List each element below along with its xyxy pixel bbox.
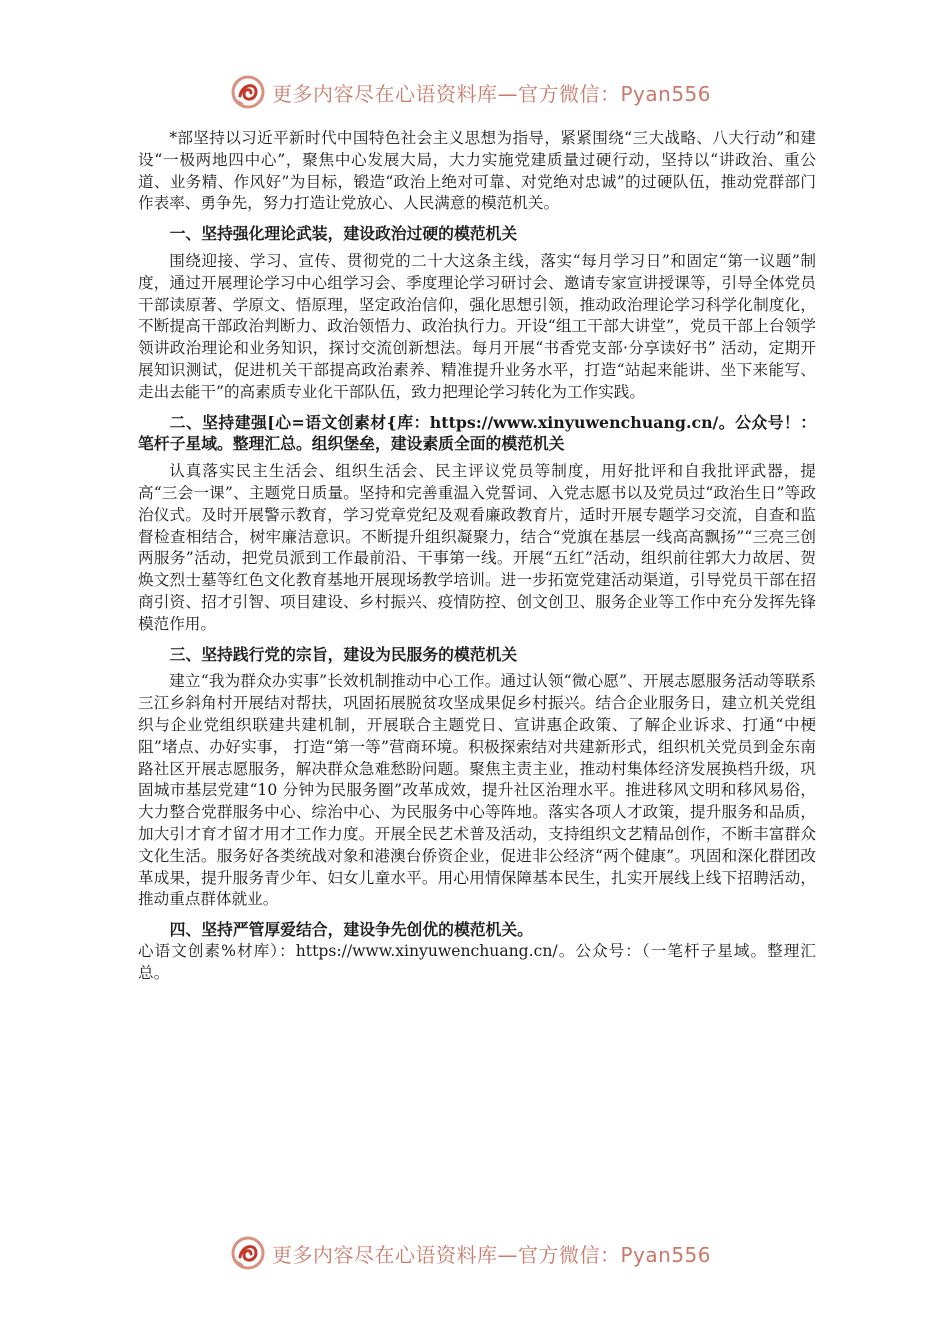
document-body bbox=[138, 128, 816, 984]
section-heading-4: 四、坚持严管厚爱结合，建设争先创优的模范机关。 bbox=[169, 920, 533, 940]
tail-note: 心语文创素%材库）：https://www.xinyuwenchuang.cn/。公众号：（一笔杆子星域。整理汇总。 bbox=[138, 941, 816, 982]
section-heading-3: 三、坚持践行党的宗旨，建设为民服务的模范机关 bbox=[169, 644, 518, 664]
section-heading-2: 二、坚持建强[心=语文创素材{库：https://www.xinyuwenchuang.cn/。公众号！：笔杆子星域。整理汇总。组织堡垒，建设素质全面的模范机关 bbox=[138, 412, 816, 454]
header-banner-text: 更多内容尽在心语资料库—官方微信：Pyan556 bbox=[272, 81, 712, 106]
footer-banner-text: 更多内容尽在心语资料库—官方微信：Pyan556 bbox=[272, 1242, 712, 1267]
section-body-2: 认真落实民主生活会、组织生活会、民主评议党员等制度，用好批评和自我批评武器，提高“三会一课”、主题党日质量。坚持和完善重温入党誓词、入党志愿书以及党员过“政治生日”等政治仪式。及时开展警示教育，学习党章党纪及观看廉政教育片，适时开展专题学习交流，自查和监督检查相结合，树牢廉洁意识。不断提升组织凝聚力，结合“党旗在基层一线高高飘扬”“三亮三创两服务”活动，把党员派到工作最前沿、干事第一线。开展“五红”活动，组织前往郭大力故居、贺焕文烈士墓等红色文化教育基地开展现场教学培训。进一步拓宽党建活动渠道，引导党员干部在招商引资、招才引智、项目建设、乡村振兴、疫情防控、创文创卫、服务企业等工作中充分发挥先锋模范作用。 bbox=[138, 462, 816, 633]
swirl-logo-icon bbox=[230, 74, 266, 110]
swirl-logo-icon bbox=[230, 1235, 266, 1271]
intro-paragraph: *部坚持以习近平新时代中国特色社会主义思想为指导，紧紧围绕“三大战略、八大行动”和建设“一极两地四中心”，聚焦中心发展大局，大力实施党建质量过硬行动，坚持以“讲政治、重公道、业务精、作风好”为目标，锻造“政治上绝对可靠、对党绝对忠诚”的过硬队伍，推动党群部门作表率、勇争先，努力打造让党放心、人民满意的模范机关。 bbox=[138, 129, 816, 213]
section-body-1: 围绕迎接、学习、宣传、贯彻党的二十大这条主线，落实“每月学习日”和固定“第一议题”制度，通过开展理论学习中心组学习会、季度理论学习研讨会、邀请专家宣讲授课等，引导全体党员干部读原著、学原文、悟原理，坚定政治信仰，强化思想引领，推动政治理论学习科学化制度化，不断提高干部政治判断力、政治领悟力、政治执行力。开设“组工干部大讲堂”，党员干部上台领学领讲政治理论和业务知识，探讨交流创新想法。每月开展“书香党支部·分享读好书” 活动，定期开展知识测试，促进机关干部提高政治素养、精准提升业务水平，打造“站起来能讲、坐下来能写、走出去能干”的高素质专业化干部队伍，致力把理论学习转化为工作实践。 bbox=[138, 251, 816, 401]
header-banner bbox=[230, 72, 730, 112]
footer-banner bbox=[230, 1233, 730, 1273]
section-heading-1: 一、坚持强化理论武装，建设政治过硬的模范机关 bbox=[169, 224, 518, 244]
section-body-3: 建立“我为群众办实事”长效机制推动中心工作。通过认领“微心愿”、开展志愿服务活动等联系三江乡斜角村开展结对帮扶，巩固拓展脱贫攻坚成果促乡村振兴。结合企业服务日，建立机关党组织与企业党组织联建共建机制，开展联合主题党日、宣讲惠企政策、了解企业诉求、打通“中梗阻”堵点、办好实事， 打造“第一等”营商环境。积极探索结对共建新形式，组织机关党员到金东南路社区开展志愿服务，解决群众急难愁盼问题。聚焦主责主业，推动村集体经济发展换档升级，巩固城市基层党建“10 分钟为民服务圈”改革成效，提升社区治理水平。推进移风文明和移风易俗，大力整合党群服务中心、综治中心、为民服务中心等阵地。落实各项人才政策，提升服务和品质，加大引才育才留才用才工作力度。开展全民艺术普及活动，支持组织文艺精品创作，不断丰富群众文化生活。服务好各类统战对象和港澳台侨资企业，促进非公经济“两个健康”。巩固和深化群团改革成果，提升服务青少年、妇女儿童水平。用心用情保障基本民生，扎实开展线上线下招聘活动，推动重点群体就业。 bbox=[138, 672, 816, 909]
